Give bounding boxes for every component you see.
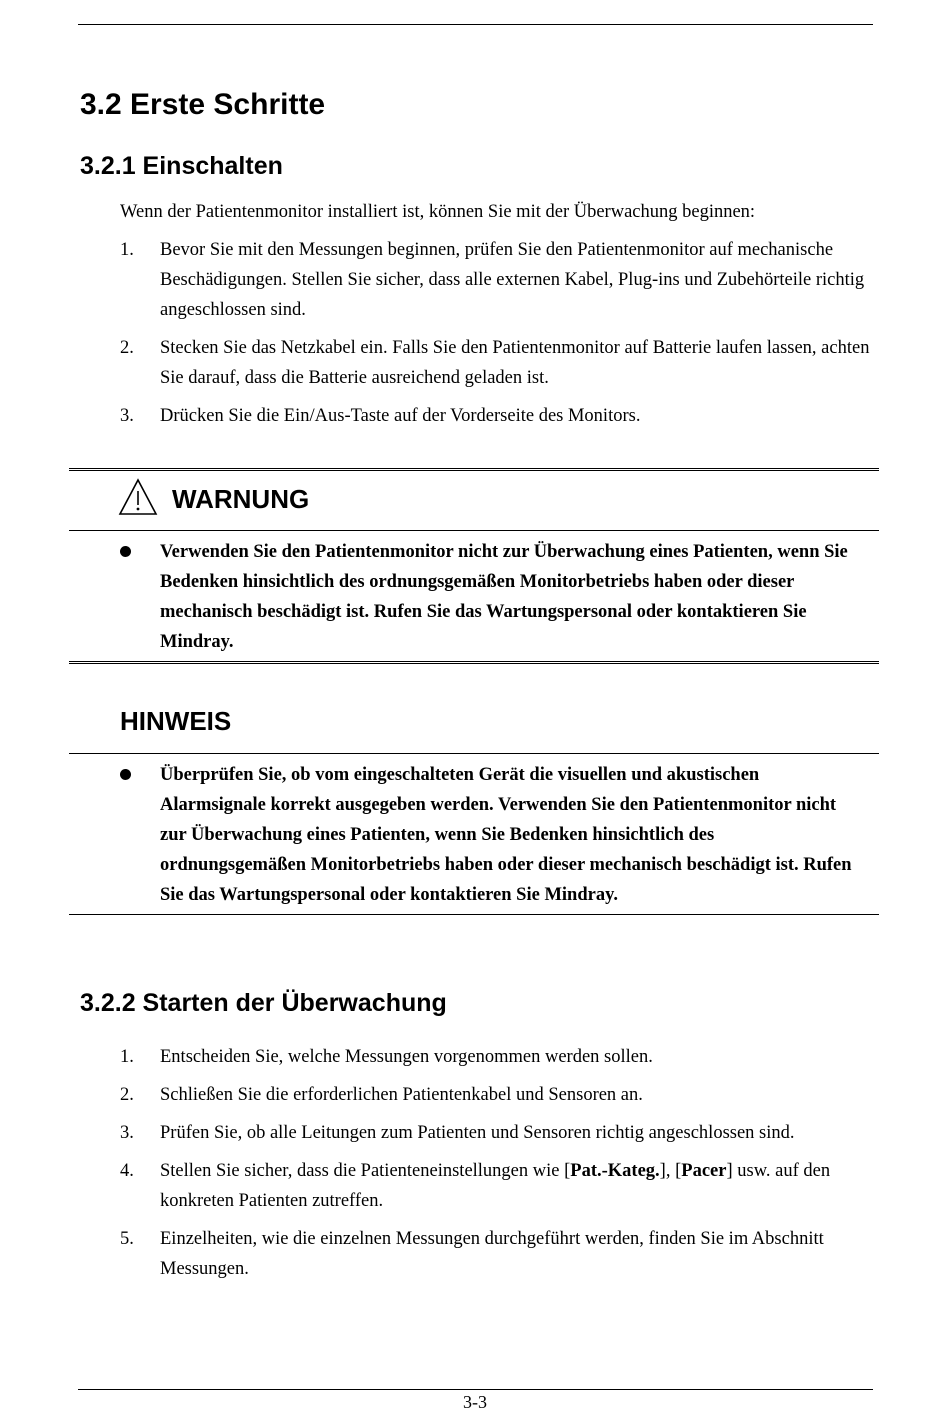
step-text: Prüfen Sie, ob alle Leitungen zum Patienten und Sensoren richtig angeschlossen sind. bbox=[160, 1123, 795, 1143]
bracket-open: [ bbox=[564, 1161, 571, 1181]
bullet-icon bbox=[120, 546, 131, 557]
step-number: 1. bbox=[120, 1047, 134, 1067]
list-item bbox=[120, 1118, 880, 1148]
step-number: 3. bbox=[120, 1123, 134, 1143]
list-item bbox=[120, 401, 880, 431]
list-item bbox=[120, 1156, 880, 1216]
subsection-title-einschalten: 3.2.1 Einschalten bbox=[80, 152, 283, 180]
warning-triangle-icon bbox=[118, 478, 158, 521]
step-number: 3. bbox=[120, 406, 134, 426]
note-bottom-rule bbox=[69, 914, 879, 915]
step-text: Stecken Sie das Netzkabel ein. Falls Sie den Patientenmonitor auf Batterie laufen lassen, achten Sie darauf, dass die Batterie ausreichend geladen ist. bbox=[160, 338, 870, 388]
step-number: 5. bbox=[120, 1229, 134, 1249]
list-item bbox=[120, 1042, 880, 1072]
page-number: 3-3 bbox=[463, 1392, 487, 1412]
monitoring-steps bbox=[120, 1042, 880, 1292]
step-number: 1. bbox=[120, 240, 134, 260]
warning-text: Verwenden Sie den Patientenmonitor nicht zur Überwachung eines Patienten, wenn Sie Bedenken hinsichtlich des ordnungsgemäßen Monitorbetriebs haben oder dieser mechanisch beschädigt ist. Rufen Sie das Wartungspersonal oder kontaktieren Sie Mindray. bbox=[160, 542, 848, 652]
step-text: Entscheiden Sie, welche Messungen vorgenommen werden sollen. bbox=[160, 1047, 653, 1067]
step-number: 4. bbox=[120, 1161, 134, 1181]
note-text: Überprüfen Sie, ob vom eingeschalteten Gerät die visuellen und akustischen Alarmsignale korrekt ausgegeben werden. Verwenden Sie den Patientenmonitor nicht zur Überwachung eines Patienten, wenn Sie Bedenken hinsichtlich des ordnungsgemäßen Monitorbetriebs haben oder dieser mechanisch beschädigt ist. Rufen Sie das Wartungspersonal oder kontaktieren Sie Mindray. bbox=[160, 765, 852, 905]
step-text: Einzelheiten, wie die einzelnen Messungen durchgeführt werden, finden Sie im Abschnitt Messungen. bbox=[160, 1229, 824, 1279]
subsection-title-starten: 3.2.2 Starten der Überwachung bbox=[80, 989, 447, 1017]
warning-top-rule bbox=[69, 468, 879, 471]
list-item bbox=[120, 235, 880, 325]
note-title: HINWEIS bbox=[120, 706, 232, 736]
step-number: 2. bbox=[120, 338, 134, 358]
bracket-close: ] bbox=[726, 1161, 733, 1181]
warning-bottom-rule bbox=[69, 661, 879, 664]
step-text: Bevor Sie mit den Messungen beginnen, prüfen Sie den Patientenmonitor auf mechanische Beschädigungen. Stellen Sie sicher, dass alle externen Kabel, Plug-ins und Zubehörteile richtig angeschlossen sind. bbox=[160, 240, 865, 320]
footer-rule bbox=[78, 1389, 873, 1390]
menu-reference-pacer: Pacer bbox=[681, 1161, 727, 1181]
list-item bbox=[120, 333, 880, 393]
bullet-icon bbox=[120, 769, 131, 780]
intro-paragraph: Wenn der Patientenmonitor installiert ist, können Sie mit der Überwachung beginnen: bbox=[120, 202, 756, 222]
step-text-post: usw. auf den konkreten Patienten zutreffen. bbox=[160, 1161, 831, 1211]
header-rule bbox=[78, 24, 873, 25]
warning-title: WARNUNG bbox=[172, 484, 310, 514]
warning-divider bbox=[69, 530, 879, 531]
section-title: 3.2 Erste Schritte bbox=[80, 88, 326, 121]
step-text-pre: Stellen Sie sicher, dass die Patienteneinstellungen wie bbox=[160, 1161, 565, 1181]
list-item bbox=[120, 1224, 880, 1284]
power-on-steps bbox=[120, 235, 880, 439]
note-item bbox=[120, 760, 860, 910]
bracket-close: ], bbox=[659, 1161, 676, 1181]
list-item bbox=[120, 1080, 880, 1110]
step-number: 2. bbox=[120, 1085, 134, 1105]
menu-reference-pat-kateg: Pat.-Kateg. bbox=[570, 1161, 660, 1181]
step-text: Drücken Sie die Ein/Aus-Taste auf der Vorderseite des Monitors. bbox=[160, 406, 641, 426]
step-text bbox=[160, 1161, 830, 1211]
step-text: Schließen Sie die erforderlichen Patientenkabel und Sensoren an. bbox=[160, 1085, 643, 1105]
note-divider bbox=[69, 753, 879, 754]
warning-heading bbox=[118, 478, 309, 521]
bracket-open: [ bbox=[675, 1161, 682, 1181]
warning-item bbox=[120, 537, 860, 657]
